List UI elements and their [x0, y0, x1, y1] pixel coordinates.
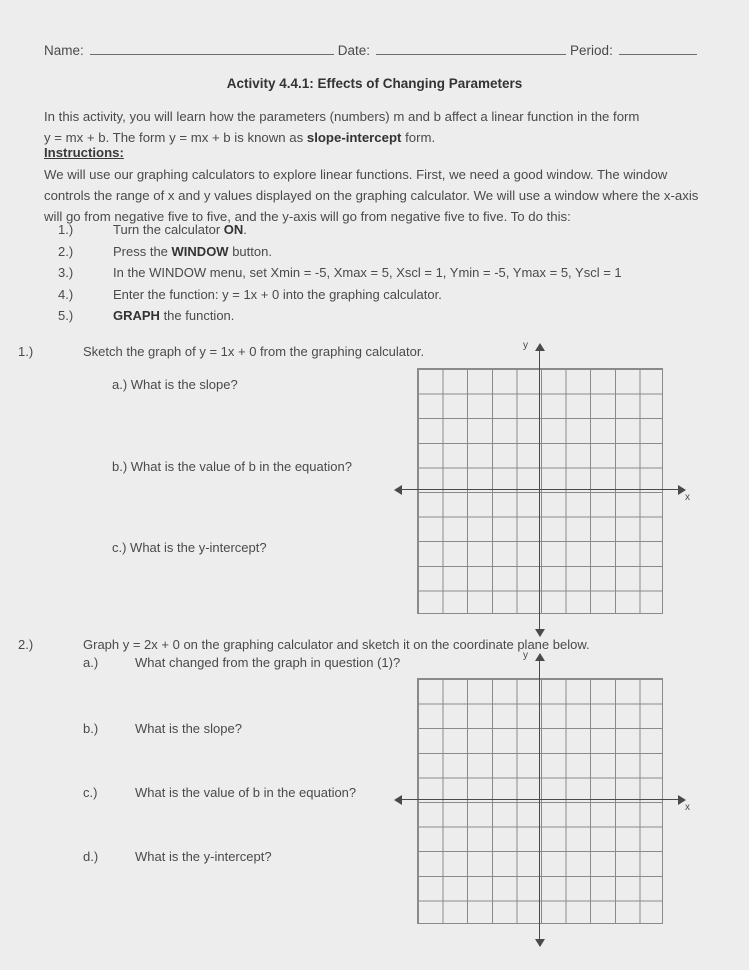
question-1-part-c: c.) What is the y-intercept?	[112, 540, 267, 555]
y-axis-label: y	[523, 340, 528, 351]
question-2-number: 2.)	[18, 637, 34, 652]
y-axis-line	[539, 348, 540, 636]
period-label: Period:	[570, 43, 613, 58]
question-2-part-b-label: b.)	[83, 721, 99, 736]
graph-grid	[417, 368, 663, 614]
x-axis-left-arrow-icon	[394, 485, 402, 495]
question-2-part-d-label: d.)	[83, 849, 99, 864]
x-axis-line	[399, 489, 681, 490]
instruction-step	[58, 263, 718, 284]
question-2-part-a-text: What changed from the graph in question (1)?	[135, 655, 401, 670]
y-axis-down-arrow-icon	[535, 629, 545, 637]
x-axis-label: x	[685, 492, 690, 503]
y-axis-label: y	[523, 650, 528, 661]
step-number: 2.)	[58, 243, 74, 259]
x-axis-label: x	[685, 802, 690, 813]
instruction-step	[58, 220, 718, 241]
step-text-emphasis: WINDOW	[171, 243, 229, 259]
step-number: 1.)	[58, 222, 74, 237]
y-axis-line	[539, 658, 540, 946]
intro-line-2-post: form.	[401, 130, 436, 145]
date-blank-line[interactable]	[376, 42, 566, 55]
date-label: Date:	[337, 43, 371, 58]
step-text	[113, 242, 718, 263]
question-2-part-b-text: What is the slope?	[135, 721, 242, 736]
period-blank-line[interactable]	[619, 42, 697, 55]
y-axis-up-arrow-icon	[535, 653, 545, 661]
name-blank-line[interactable]	[90, 42, 334, 55]
step-text-pre: Press the	[113, 243, 172, 259]
step-text-post: .	[243, 222, 247, 237]
step-number: 4.)	[58, 286, 74, 302]
step-number: 5.)	[58, 308, 74, 323]
graph-grid	[417, 678, 663, 924]
step-text-pre: In the WINDOW menu, set Xmin = -5, Xmax = 5, Xscl = 1, Ymin = -5, Ymax = 5, Yscl = 1	[113, 265, 622, 280]
step-text-emphasis: ON	[223, 222, 244, 237]
step-number: 3.)	[58, 265, 74, 280]
step-text-emphasis: GRAPH	[113, 308, 160, 323]
page-title: Activity 4.4.1: Effects of Changing Parameters	[226, 76, 523, 91]
step-text-pre: Turn the calculator	[113, 222, 224, 237]
x-axis-line	[399, 799, 681, 800]
question-1-part-b: b.) What is the value of b in the equation?	[112, 459, 352, 474]
question-1-prompt: Sketch the graph of y = 1x + 0 from the graphing calculator.	[83, 344, 425, 359]
instructions-body: We will use our graphing calculators to explore linear functions. First, we need a good window. The window controls the range of x and y values displayed on the graphing calculator. We will use a window where the x-axis will go from negative five to five, and the y-axis will go from negative five to five. To do this:	[44, 167, 699, 224]
y-axis-down-arrow-icon	[535, 939, 545, 947]
intro-line-1: In this activity, you will learn how the parameters (numbers) m and b affect a linear function in the form	[44, 109, 640, 124]
instructions-heading: Instructions:	[44, 145, 124, 160]
question-1-number: 1.)	[18, 344, 34, 359]
question-2-part-c-text: What is the value of b in the equation?	[135, 785, 357, 800]
x-axis-left-arrow-icon	[394, 795, 402, 805]
question-2-part-a-label: a.)	[83, 655, 99, 670]
intro-paragraph	[44, 106, 704, 148]
instruction-step	[58, 306, 718, 327]
student-info-row	[44, 42, 715, 58]
question-2-part-d-text: What is the y-intercept?	[135, 849, 272, 864]
step-text-pre: Enter the function: y = 1x + 0 into the graphing calculator.	[113, 286, 442, 302]
step-text	[113, 263, 718, 284]
coordinate-plane-1[interactable]	[399, 340, 699, 640]
instruction-step	[58, 242, 718, 263]
instruction-step	[58, 285, 718, 306]
step-text	[113, 220, 718, 241]
slope-intercept-term: slope-intercept	[306, 130, 402, 145]
step-text	[113, 306, 718, 327]
y-axis-up-arrow-icon	[535, 343, 545, 351]
question-2-prompt: Graph y = 2x + 0 on the graphing calculator and sketch it on the coordinate plane below.	[83, 637, 590, 652]
step-text-post: the function.	[159, 308, 235, 323]
question-1-part-a: a.) What is the slope?	[112, 377, 238, 392]
intro-line-2-pre: y = mx + b. The form y = mx + b is known as	[44, 130, 307, 145]
step-text-post: button.	[228, 243, 272, 259]
name-label: Name:	[44, 43, 84, 58]
question-2-part-c-label: c.)	[83, 785, 98, 800]
instruction-steps-list	[58, 220, 718, 328]
coordinate-plane-2[interactable]	[399, 650, 699, 950]
step-text	[113, 285, 718, 306]
